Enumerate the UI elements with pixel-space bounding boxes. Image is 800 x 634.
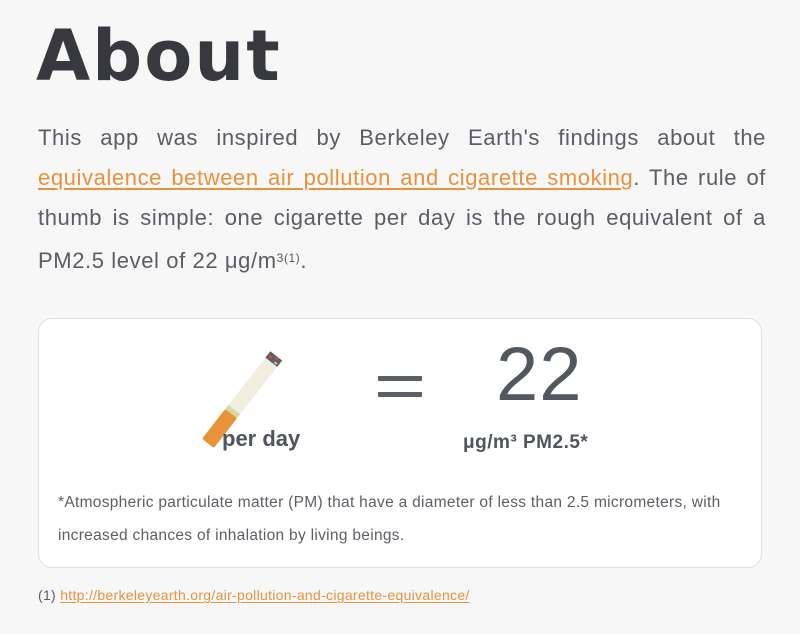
pm-footnote: *Atmospheric particulate matter (PM) that have a diameter of less than 2.5 micrometers, with increased chances of inhalation by living beings. xyxy=(58,494,721,544)
intro-text-end: . The rule of thumb is simple: one cigarette per day is the rough equivalent of a PM2.5 level of 22 μg/m xyxy=(38,165,766,273)
intro-text-start: This app was inspired by Berkeley Earth's findings about the xyxy=(38,125,766,150)
page-title: About xyxy=(36,15,282,97)
reference-marker: (1) xyxy=(38,587,57,603)
pm25-value: 22 xyxy=(496,332,583,417)
unit-superscript: 3 xyxy=(276,251,284,265)
citation-marker: (1) xyxy=(283,251,301,265)
reference-line xyxy=(38,587,470,603)
per-day-label: per day xyxy=(222,426,301,451)
intro-paragraph xyxy=(38,118,766,281)
equals-icon xyxy=(378,372,422,402)
equivalence-link[interactable]: equivalence between air pollution and cigarette smoking xyxy=(38,165,634,190)
reference-link[interactable]: http://berkeleyearth.org/air-pollution-and-cigarette-equivalence/ xyxy=(60,587,470,603)
intro-end-punct: . xyxy=(300,248,308,273)
pm25-unit-label: μg/m³ PM2.5* xyxy=(463,432,589,453)
